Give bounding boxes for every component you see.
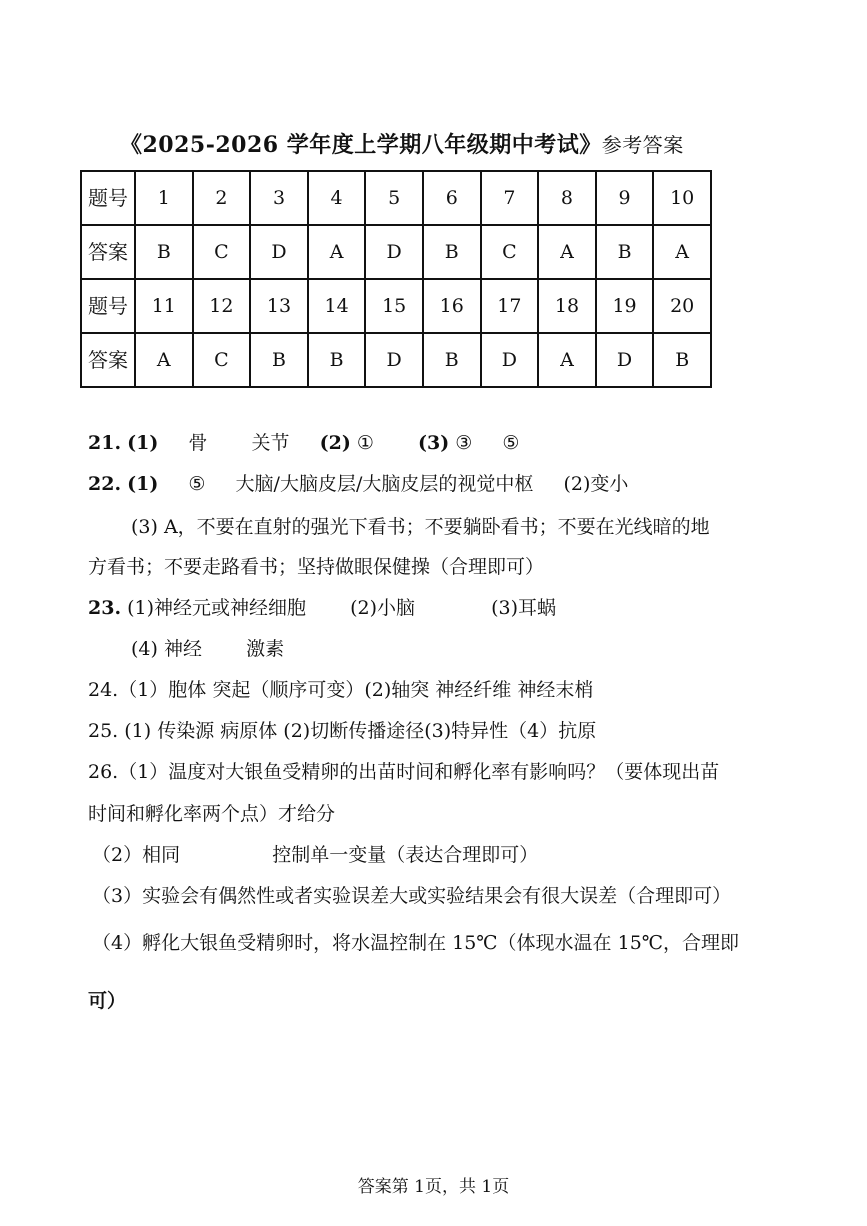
- answer-text: ⑤: [188, 473, 206, 495]
- answer-text: ③: [455, 432, 473, 454]
- answer-text: 大脑/大脑皮层/大脑皮层的视觉中枢: [235, 473, 534, 495]
- answer-cell: C: [481, 225, 539, 279]
- answer-cell: B: [596, 225, 654, 279]
- answer-text: 骨: [188, 432, 208, 454]
- answer-26-part4-line2: 可）: [88, 990, 127, 1012]
- question-number-cell: 8: [538, 171, 596, 225]
- answer-text: 激素: [246, 638, 285, 660]
- question-number-cell: 14: [308, 279, 366, 333]
- part-label: (1): [127, 473, 159, 495]
- question-number-cell: 10: [653, 171, 711, 225]
- answer-cell: B: [423, 225, 481, 279]
- answer-text: (4) 神经: [131, 638, 202, 660]
- answer-26-part2: [92, 842, 538, 868]
- answer-cell: A: [653, 225, 711, 279]
- question-number-cell: 19: [596, 279, 654, 333]
- question-number-cell: 11: [135, 279, 193, 333]
- answer-24: 24.（1）胞体 突起（顺序可变）(2)轴突 神经纤维 神经末梢: [88, 679, 594, 701]
- table-row-answers-1: [81, 225, 711, 279]
- question-number-cell: 17: [481, 279, 539, 333]
- answer-cell: B: [423, 333, 481, 387]
- question-number-cell: 15: [365, 279, 423, 333]
- answer-22-part3-line1: (3) A，不要在直射的强光下看书；不要躺卧看书；不要在光线暗的地: [131, 516, 710, 538]
- question-number: 22.: [88, 473, 122, 495]
- question-number: 23.: [88, 597, 122, 619]
- answer-26-part1-line2: 时间和孵化率两个点）才给分: [88, 803, 336, 825]
- question-number-cell: 5: [365, 171, 423, 225]
- answer-23-part4: [131, 636, 284, 662]
- table-row-questions-2: [81, 279, 711, 333]
- answer-text: (1)神经元或神经细胞: [127, 597, 307, 619]
- page-title: [120, 128, 684, 159]
- question-number-cell: 7: [481, 171, 539, 225]
- question-number-cell: 9: [596, 171, 654, 225]
- row-header-question: 题号: [81, 279, 135, 333]
- question-number-cell: 1: [135, 171, 193, 225]
- answer-text: 关节: [251, 432, 290, 454]
- answer-text: ①: [356, 432, 374, 454]
- answer-22: [88, 471, 628, 497]
- question-number-cell: 3: [250, 171, 308, 225]
- question-number-cell: 12: [193, 279, 251, 333]
- question-number-cell: 16: [423, 279, 481, 333]
- answer-cell: D: [365, 225, 423, 279]
- answer-23: [88, 595, 556, 621]
- answer-text: (2)小脑: [350, 597, 416, 619]
- row-header-answer: 答案: [81, 333, 135, 387]
- answer-cell: D: [365, 333, 423, 387]
- part-label: (2): [319, 432, 351, 454]
- question-number-cell: 20: [653, 279, 711, 333]
- row-header-question: 题号: [81, 171, 135, 225]
- answer-table: [80, 170, 712, 388]
- question-number-cell: 4: [308, 171, 366, 225]
- answer-text: 控制单一变量（表达合理即可）: [272, 844, 539, 866]
- answer-cell: C: [193, 333, 251, 387]
- answer-26-part3: （3）实验会有偶然性或者实验误差大或实验结果会有很大误差（合理即可）: [92, 885, 732, 907]
- answer-cell: B: [250, 333, 308, 387]
- part-label: (1): [127, 432, 159, 454]
- answer-25: 25. (1) 传染源 病原体 (2)切断传播途径(3)特异性（4）抗原: [88, 720, 597, 742]
- question-number-cell: 6: [423, 171, 481, 225]
- answer-text: ⑤: [502, 432, 520, 454]
- answer-cell: A: [308, 225, 366, 279]
- answer-cell: A: [135, 333, 193, 387]
- answer-cell: A: [538, 333, 596, 387]
- row-header-answer: 答案: [81, 225, 135, 279]
- page-footer: 答案第 1页，共 1页: [357, 1177, 510, 1197]
- answer-22-part3-line2: 方看书；不要走路看书；坚持做眼保健操（合理即可）: [88, 556, 545, 578]
- answer-text: (2)变小: [563, 473, 629, 495]
- answer-cell: B: [308, 333, 366, 387]
- question-number-cell: 13: [250, 279, 308, 333]
- title-main: 《2025-2026 学年度上学期八年级期中考试》: [120, 132, 602, 158]
- table-row-questions-1: [81, 171, 711, 225]
- answer-text: (3)耳蜗: [491, 597, 557, 619]
- answer-cell: B: [653, 333, 711, 387]
- answer-cell: A: [538, 225, 596, 279]
- answer-cell: D: [481, 333, 539, 387]
- part-label: (3): [418, 432, 450, 454]
- question-number-cell: 2: [193, 171, 251, 225]
- table-row-answers-2: [81, 333, 711, 387]
- answer-cell: D: [250, 225, 308, 279]
- answer-cell: D: [596, 333, 654, 387]
- answer-cell: B: [135, 225, 193, 279]
- question-number: 21.: [88, 432, 122, 454]
- answer-26-part4-line1: （4）孵化大银鱼受精卵时，将水温控制在 15℃（体现水温在 15℃，合理即: [92, 932, 740, 954]
- answer-21: [88, 430, 519, 456]
- answer-26-part1-line1: 26.（1）温度对大银鱼受精卵的出苗时间和孵化率有影响吗？（要体现出苗: [88, 761, 720, 783]
- question-number-cell: 18: [538, 279, 596, 333]
- answer-cell: C: [193, 225, 251, 279]
- answer-text: （2）相同: [92, 844, 181, 866]
- title-suffix: 参考答案: [601, 133, 684, 157]
